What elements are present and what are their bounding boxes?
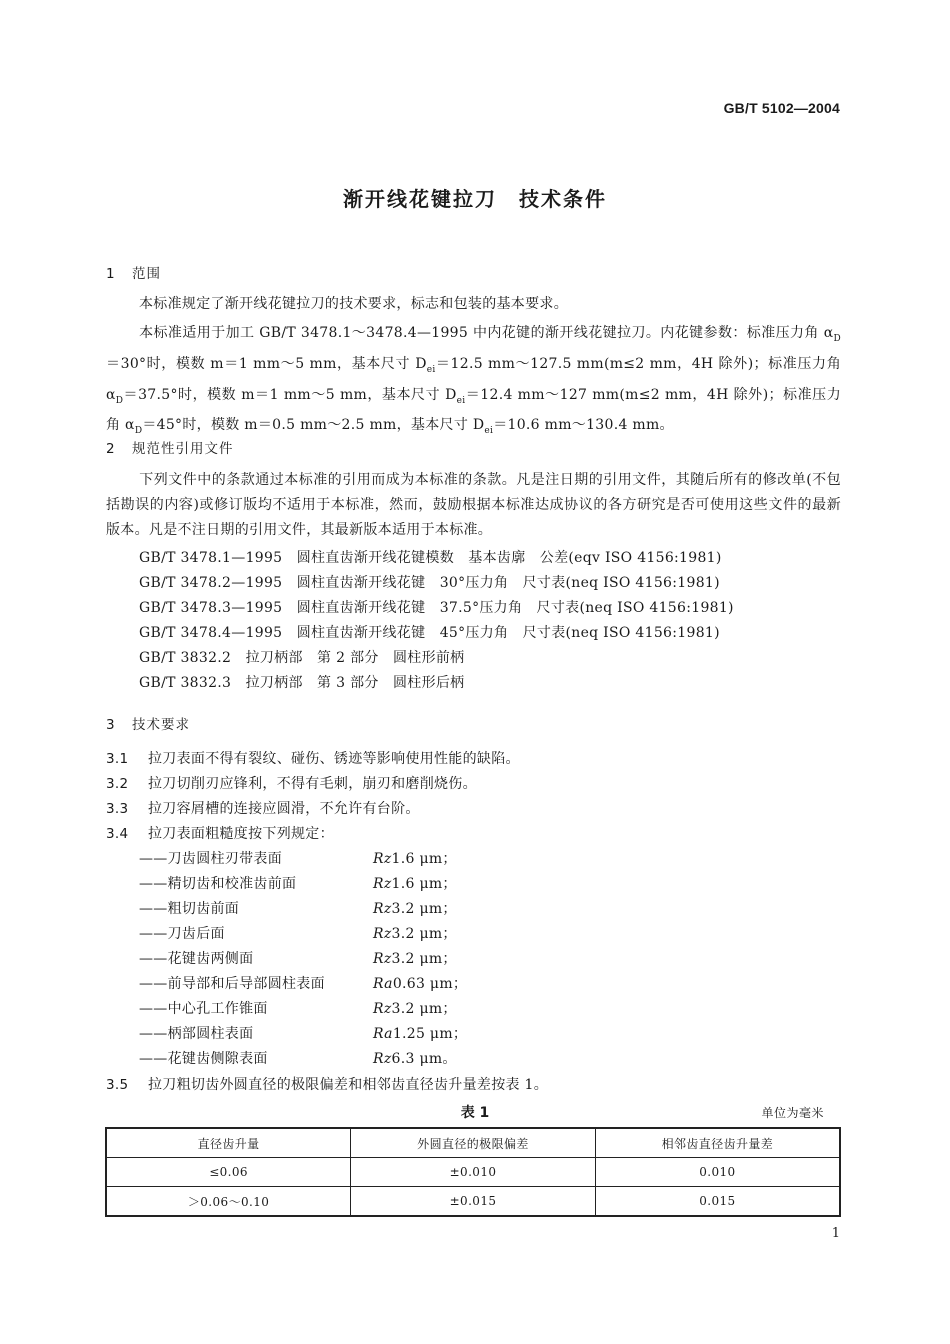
roughness-value: Ra0.63 μm； xyxy=(373,976,468,992)
roughness-item: ——刀齿后面 xyxy=(139,926,225,942)
roughness-item: ——刀齿圆柱刃带表面 xyxy=(139,851,282,867)
roughness-item: ——花键齿侧隙表面 xyxy=(139,1051,268,1067)
section-title: 技术要求 xyxy=(132,717,190,733)
reference-item: GB/T 3478.2—1995 圆柱直齿渐开线花键 30°压力角 尺寸表(neq ISO 4156:1981) xyxy=(139,575,720,591)
reference-item: GB/T 3478.3—1995 圆柱直齿渐开线花键 37.5°压力角 尺寸表(neq ISO 4156:1981) xyxy=(139,600,734,616)
section-number: 3 xyxy=(106,717,116,733)
roughness-item: ——花键齿两侧面 xyxy=(139,951,254,967)
scope-paragraph-1: 本标准规定了渐开线花键拉刀的技术要求，标志和包装的基本要求。 xyxy=(139,296,568,312)
section-1-heading xyxy=(106,262,161,282)
roughness-value: Rz3.2 μm； xyxy=(373,901,457,917)
requirement-3-5: 3.5 拉刀粗切齿外圆直径的极限偏差和相邻齿直径齿升量差按表 1。 xyxy=(106,1077,549,1093)
column-header: 相邻齿直径齿升量差 xyxy=(595,1128,840,1158)
section-number: 2 xyxy=(106,441,116,457)
reference-item: GB/T 3478.1—1995 圆柱直齿渐开线花键模数 基本齿廓 公差(eqv ISO 4156:1981) xyxy=(139,550,722,566)
table-cell: ±0.015 xyxy=(351,1187,596,1217)
reference-item: GB/T 3832.2 拉刀柄部 第 2 部分 圆柱形前柄 xyxy=(139,650,465,666)
reference-item: GB/T 3832.3 拉刀柄部 第 3 部分 圆柱形后柄 xyxy=(139,675,465,691)
requirement-3-1: 3.1 拉刀表面不得有裂纹、碰伤、锈迹等影响使用性能的缺陷。 xyxy=(106,751,520,767)
document-title: 渐开线花键拉刀 技术条件 xyxy=(343,187,607,211)
roughness-value: Ra1.25 μm； xyxy=(373,1026,468,1042)
table-title: 表 1 xyxy=(460,1105,490,1121)
roughness-value: Rz6.3 μm。 xyxy=(373,1051,457,1067)
table-cell: ±0.010 xyxy=(351,1158,596,1187)
section-title: 规范性引用文件 xyxy=(132,441,234,457)
table-unit: 单位为毫米 xyxy=(761,1106,824,1120)
roughness-value: Rz3.2 μm； xyxy=(373,926,457,942)
table-row xyxy=(106,1187,840,1217)
roughness-item: ——柄部圆柱表面 xyxy=(139,1026,254,1042)
section-3-heading xyxy=(106,713,190,733)
table-1 xyxy=(105,1127,841,1217)
page-number: 1 xyxy=(831,1226,840,1241)
requirement-3-4: 3.4 拉刀表面粗糙度按下列规定： xyxy=(106,826,334,842)
column-header: 直径齿升量 xyxy=(106,1128,351,1158)
roughness-value: Rz3.2 μm； xyxy=(373,1001,457,1017)
roughness-value: Rz1.6 μm； xyxy=(373,876,457,892)
roughness-item: ——前导部和后导部圆柱表面 xyxy=(139,976,325,992)
roughness-item: ——粗切齿前面 xyxy=(139,901,240,917)
roughness-value: Rz3.2 μm； xyxy=(373,951,457,967)
requirement-3-3: 3.3 拉刀容屑槽的连接应圆滑，不允许有台阶。 xyxy=(106,801,420,817)
roughness-value: Rz1.6 μm； xyxy=(373,851,457,867)
table-header-row xyxy=(106,1128,840,1158)
table-row xyxy=(106,1158,840,1187)
table-cell: 0.015 xyxy=(595,1187,840,1217)
reference-item: GB/T 3478.4—1995 圆柱直齿渐开线花键 45°压力角 尺寸表(neq ISO 4156:1981) xyxy=(139,625,720,641)
section-2-heading xyxy=(106,437,234,457)
roughness-item: ——精切齿和校准齿前面 xyxy=(139,876,297,892)
table-cell: ≤0.06 xyxy=(106,1158,351,1187)
table-cell: 0.010 xyxy=(595,1158,840,1187)
column-header: 外圆直径的极限偏差 xyxy=(351,1128,596,1158)
section-number: 1 xyxy=(106,266,116,282)
requirement-3-2: 3.2 拉刀切削刃应锋利，不得有毛刺，崩刃和磨削烧伤。 xyxy=(106,776,477,792)
standard-number: GB/T 5102—2004 xyxy=(723,100,840,116)
section-title: 范围 xyxy=(132,266,161,282)
scope-paragraph-2: 本标准适用于加工 GB/T 3478.1～3478.4—1995 中内花键的渐开线花键拉刀。内花键参数：标准压力角 $\alpha_D=30^\circ$时，模数 m＝1 mm～5 mm，基本尺寸 $D_{ei}=12.5$ mm～127.5 mm(m≤2 mm，4H 除外)；标准压力角 $\alpha_D=37.5^\circ$时，模数 m＝1 mm～5 mm，基本尺寸 $D_{ei}=12.4$ mm～127 mm(m≤2 mm，4H 除外)；标准压力角 $\alpha_D=45^\circ$时，模数 m＝0.5 mm～2.5 mm，基本尺寸 $D_{ei}=10.6$ mm～130.4 mm。 xyxy=(106,325,842,437)
table-cell: ＞0.06～0.10 xyxy=(106,1187,351,1217)
normative-intro: 下列文件中的条款通过本标准的引用而成为本标准的条款。凡是注日期的引用文件，其随后所有的修改单(不包括勘误的内容)或修订版均不适用于本标准，然而，鼓励根据本标准达成协议的各方研究是否可使用这些文件的最新版本。凡是不注日期的引用文件，其最新版本适用于本标准。 xyxy=(106,472,841,538)
roughness-item: ——中心孔工作锥面 xyxy=(139,1001,268,1017)
